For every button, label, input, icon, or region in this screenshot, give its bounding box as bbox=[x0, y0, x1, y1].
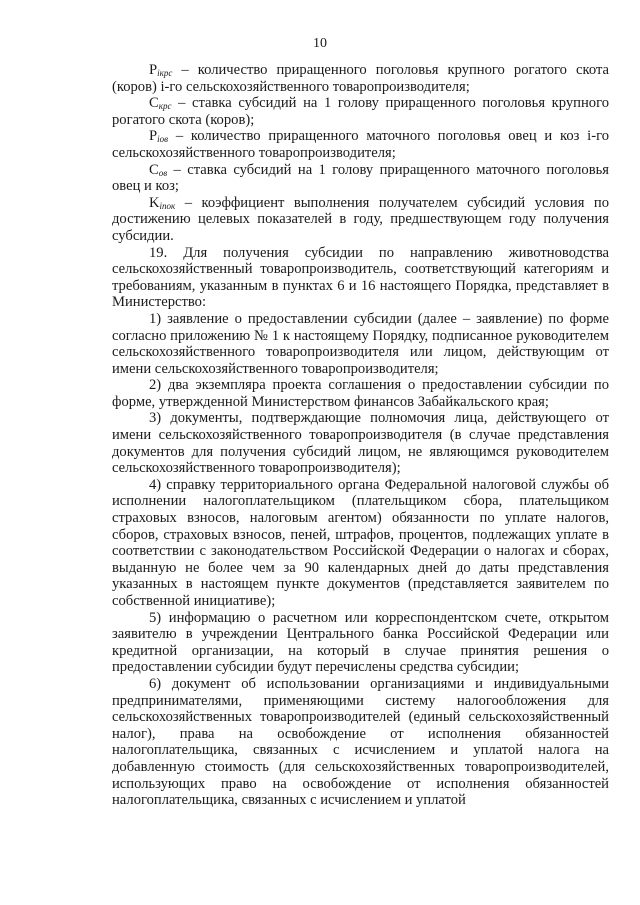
paragraph-19-intro: 19. Для получения субсидии по направлению животноводства сельскохозяйственный товаропроизводитель, соответствующий категориям и требованиям, указанным в пунктах 6 и 16 настоящего Порядка, представляет в Министерство: bbox=[112, 244, 609, 311]
page-number: 10 bbox=[313, 36, 327, 51]
list-item-1-application: 1) заявление о предоставлении субсидии (далее – заявление) по форме согласно приложению № 1 к настоящему Порядку, подписанное руководителем сельскохозяйственного товаропроизводителя или лицом, действующим от имени сельскохозяйственного товаропроизводителя; bbox=[112, 310, 609, 377]
definition-subscript: iпок bbox=[159, 200, 176, 211]
definition-c-ов bbox=[112, 162, 609, 195]
definition-symbol: C bbox=[149, 161, 159, 178]
list-item-6-tax-exemption-document: 6) документ об использовании организациями и индивидуальными предпринимателями, применяющими систему налогообложения для сельскохозяйственных товаропроизводителей (единый сельскохозяйственный налог), права на освобождение от исполнения обязанностей налогоплательщика, связанных с исчислением и уплатой налога на добавленную стоимость (для сельскохозяйственных товаропроизводителей, использующих право на освобождение от исполнения обязанностей налогоплательщика, связанных с исчислением и уплатой bbox=[112, 675, 609, 809]
list-item-3-authority-documents: 3) документы, подтверждающие полномочия лица, действующего от имени сельскохозяйственного товаропроизводителя (в случае представления документов для получения субсидий лицом, не являющимся руководителем сельскохозяйственного товаропроизводителя); bbox=[112, 410, 609, 477]
definition-text: – количество приращенного маточного поголовья овец и коз i-го сельскохозяйственного товаропроизводителя; bbox=[112, 128, 609, 161]
list-item-5-bank-account-info: 5) информацию о расчетном или корреспондентском счете, открытом заявителю в учреждении Центрального банка Российской Федерации или кредитной организации, на который в случае принятия решения о предоставлении субсидии будут перечислены средства субсидии; bbox=[112, 609, 609, 676]
definition-subscript: ов bbox=[158, 167, 168, 178]
definition-text: – ставка субсидий на 1 голову приращенного маточного поголовья овец и коз; bbox=[112, 161, 609, 195]
definition-c-крс bbox=[112, 95, 609, 128]
definition-symbol: P bbox=[149, 62, 158, 78]
list-item-2-agreement-draft: 2) два экземпляра проекта соглашения о предоставлении субсидии по форме, утвержденной Министерством финансов Забайкальского края; bbox=[112, 377, 609, 410]
definition-symbol: P bbox=[149, 128, 158, 145]
definition-p-iов bbox=[112, 128, 609, 161]
definition-text: – количество приращенного поголовья крупного рогатого скота (коров) i-го сельскохозяйственного товаропроизводителя; bbox=[112, 62, 609, 95]
definition-text: – ставка субсидий на 1 голову приращенного поголовья крупного рогатого скота (коров); bbox=[112, 95, 609, 128]
list-item-4-tax-certificate: 4) справку территориального органа Федеральной налоговой службы об исполнении налогоплательщиком (плательщиком сбора, плательщиком страховых взносов, налоговым агентом) обязанности по уплате налогов, сборов, страховых взносов, пеней, штрафов, процентов, подлежащих уплате в соответствии с законодательством Российской Федерации о налогах и сборах, выданную не более чем за 90 календарных дней до даты представления указанных в настоящем пункте документов (представляется заявителем по собственной инициативе); bbox=[112, 476, 609, 609]
definition-subscript: iов bbox=[157, 134, 169, 145]
document-body bbox=[112, 62, 609, 809]
definition-k-iпок bbox=[112, 195, 609, 245]
definition-symbol: C bbox=[149, 95, 159, 112]
definition-p-iкрс bbox=[112, 62, 609, 95]
definition-symbol: K bbox=[149, 194, 160, 211]
definition-text: – коэффициент выполнения получателем субсидий условия по достижению целевых показателей в году, предшествующем году получения субсидии. bbox=[112, 194, 609, 244]
definition-subscript: крс bbox=[158, 101, 172, 112]
definition-subscript: iкрс bbox=[157, 68, 173, 78]
